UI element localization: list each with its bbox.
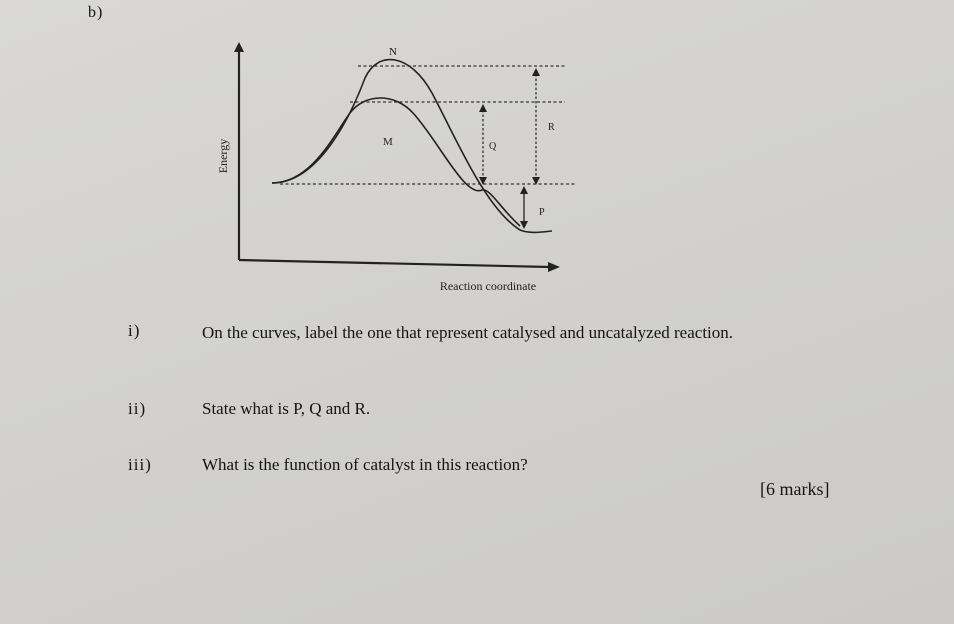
question-1-text: On the curves, label the one that represent catalysed and uncatalyzed reaction. bbox=[202, 323, 734, 342]
p-arrow-head-down bbox=[520, 221, 528, 229]
label-m: M bbox=[383, 136, 393, 148]
section-label: b) bbox=[88, 4, 104, 21]
r-arrow-head-up bbox=[532, 68, 540, 76]
x-axis-label: Reaction coordinate bbox=[439, 279, 537, 293]
question-3-text: What is the function of catalyst in this reaction? bbox=[202, 455, 528, 474]
x-axis-arrow bbox=[548, 262, 560, 272]
energy-profile-diagram bbox=[200, 38, 580, 298]
question-2-number: ii) bbox=[128, 399, 147, 418]
marks-allocation: [6 marks] bbox=[760, 479, 830, 499]
question-1-number: i) bbox=[128, 321, 141, 340]
y-axis-arrow bbox=[234, 42, 244, 52]
question-2-text: State what is P, Q and R. bbox=[202, 399, 371, 418]
label-q: Q bbox=[489, 141, 497, 152]
p-arrow-head-up bbox=[520, 186, 528, 194]
label-p: P bbox=[539, 207, 545, 218]
label-n: N bbox=[389, 46, 397, 58]
question-3-number: iii) bbox=[128, 455, 152, 474]
uncatalysed-curve bbox=[272, 60, 552, 233]
x-axis bbox=[239, 260, 550, 267]
label-r: R bbox=[548, 122, 555, 133]
q-arrow-head-up bbox=[479, 104, 487, 112]
y-axis-label: Energy bbox=[216, 138, 230, 174]
